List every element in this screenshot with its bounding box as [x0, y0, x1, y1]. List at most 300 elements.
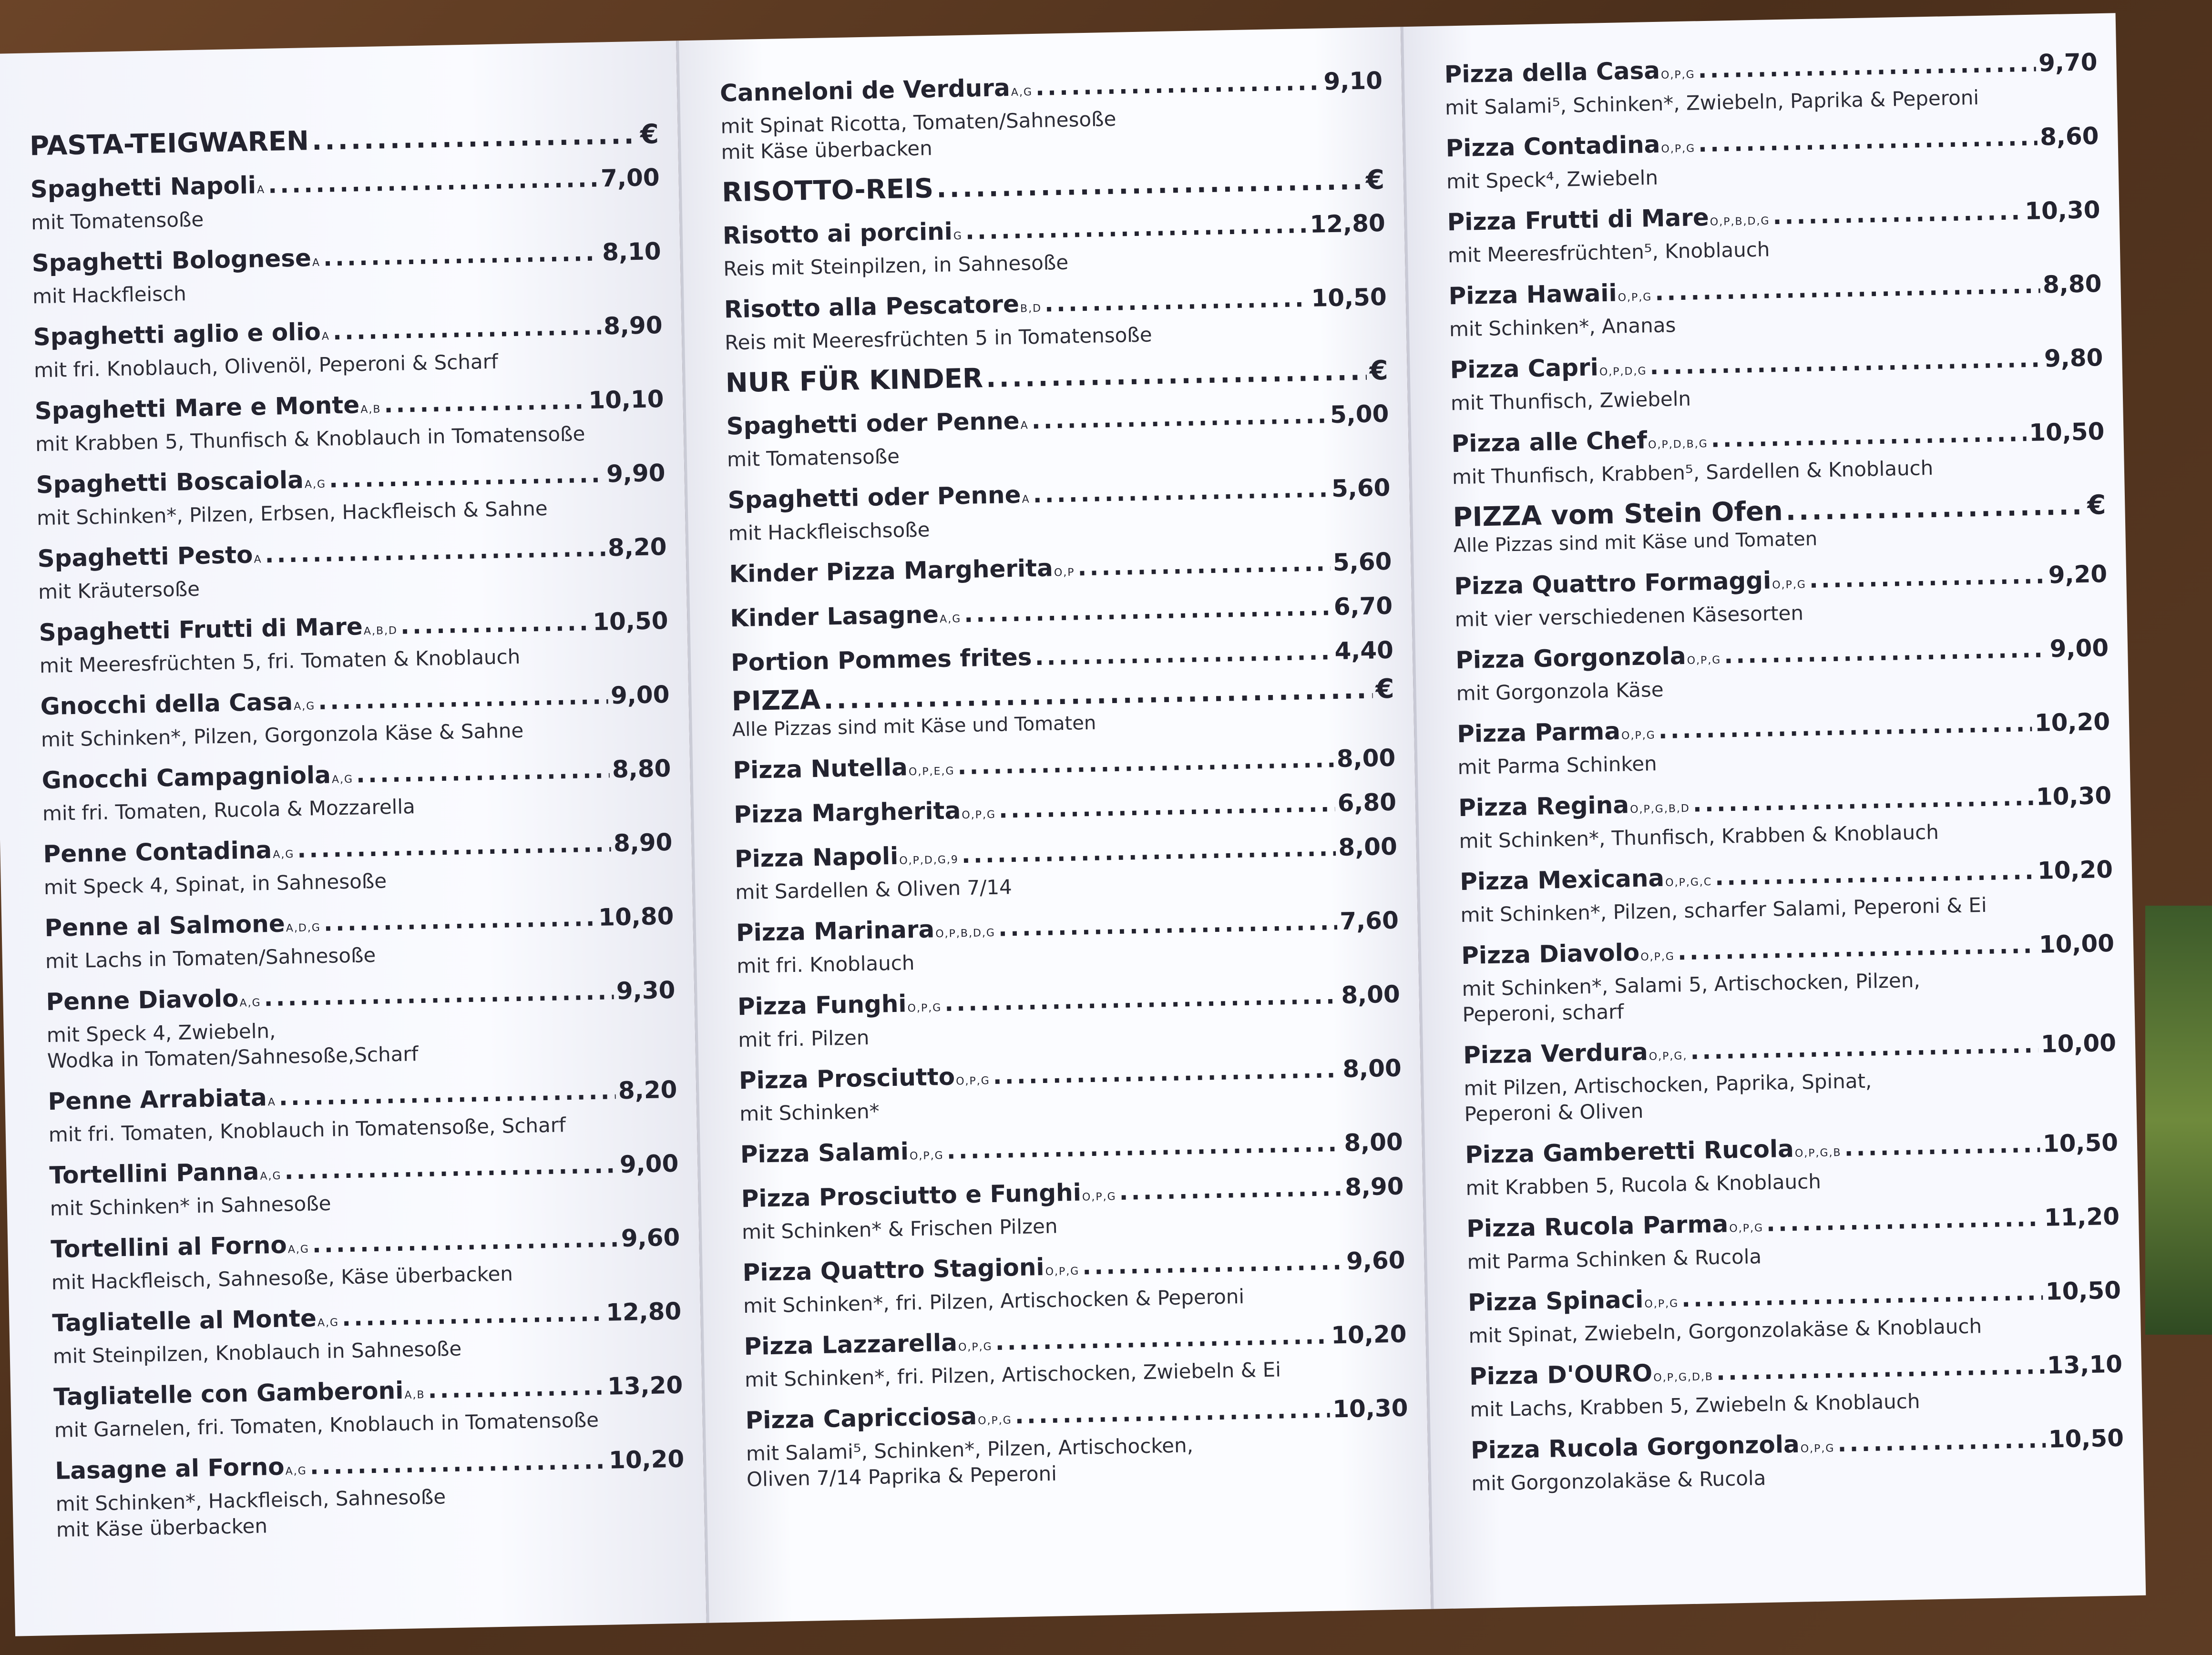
allergen-codes: A: [256, 184, 266, 196]
allergen-codes: O,P,G: [1618, 291, 1652, 304]
menu-item: [39, 605, 669, 679]
dish-name: Pizza Rucola Parma: [1466, 1210, 1729, 1243]
allergen-codes: A,G: [304, 478, 327, 491]
dish-name: Pizza Hawaii: [1448, 279, 1618, 310]
dot-leader: [1698, 48, 2036, 85]
dish-name: Spaghetti oder Penne: [726, 407, 1020, 440]
dish-description: mit Schinken*, Hackfleisch, Sahnesoße: [55, 1485, 446, 1516]
dish-name: Spaghetti Bolognese: [31, 244, 312, 277]
allergen-codes: O,P,G,: [1649, 1050, 1688, 1063]
dot-leader: [998, 788, 1335, 825]
dish-description: mit Schinken*, Pilzen, Gorgonzola Käse & Sahne: [41, 718, 524, 752]
allergen-codes: O,P,G: [1800, 1442, 1835, 1455]
allergen-codes: A: [267, 1096, 276, 1109]
dish-price: 12,80: [1310, 209, 1386, 238]
dish-price: 10,80: [598, 902, 674, 931]
canneloni-item: [720, 65, 1384, 165]
menu-item: [1447, 194, 2101, 268]
dish-price: 10,50: [592, 606, 668, 636]
dish-name: Pizza Rucola Gorgonzola: [1470, 1430, 1800, 1464]
dish-name: Pizza Nutella: [732, 753, 908, 785]
dish-description: mit Pilzen, Artischocken, Paprika, Spinat,: [1464, 1069, 1872, 1101]
dot-leader: [284, 1149, 617, 1186]
dot-leader: [328, 459, 604, 494]
dish-name: Tortellini Panna: [49, 1157, 259, 1190]
dish-description: mit Speck 4, Zwiebeln,: [46, 1019, 276, 1047]
dish-name: Kinder Lasagne: [729, 601, 939, 633]
dish-name: Tortellini al Forno: [50, 1231, 287, 1264]
menu-item: [1468, 1275, 2122, 1349]
dish-description: mit Schinken*, Pilzen, scharfer Salami, Peperoni & Ei: [1460, 893, 1987, 927]
allergen-codes: A,G: [239, 997, 261, 1010]
dish-price: 13,20: [607, 1371, 683, 1400]
dish-description: mit Salami⁵, Schinken*, Zwiebeln, Paprika & Peperoni: [1444, 85, 1979, 120]
menu-item: [51, 1222, 681, 1296]
dish-price: 5,60: [1331, 473, 1391, 503]
panel-pasta: [0, 41, 707, 1636]
dish-name: Tagliatelle con Gamberoni: [53, 1376, 404, 1411]
allergen-codes: A,G: [287, 1243, 310, 1256]
dish-price: 10,30: [2024, 196, 2101, 225]
dish-price: 9,00: [619, 1149, 679, 1179]
dot-leader: [1044, 283, 1309, 319]
dish-name: Pizza Verdura: [1463, 1038, 1649, 1070]
dot-leader: [311, 120, 637, 156]
panel-pizza-right: [1401, 13, 2146, 1609]
menu-item: [37, 531, 667, 605]
dish-price: 9,60: [621, 1223, 680, 1253]
menu-item: [720, 65, 1384, 165]
dish-name: Risotto ai porcini: [722, 217, 953, 250]
dot-leader: [1681, 1277, 2043, 1314]
dish-name: Pizza Frutti di Mare: [1447, 203, 1710, 236]
dish-description: mit Hackfleisch: [32, 282, 187, 308]
dish-name: Pizza Contadina: [1445, 130, 1660, 163]
allergen-codes: B,D: [1020, 302, 1042, 315]
dot-leader: [323, 902, 596, 938]
section-title: RISOTTO-REIS: [721, 173, 934, 208]
pasta-list: [30, 162, 686, 1543]
menu-item: [734, 831, 1398, 906]
dish-name: Spaghetti Pesto: [37, 541, 253, 573]
menu-item: [1465, 1127, 2119, 1201]
dish-price: 10,50: [2045, 1276, 2121, 1306]
dish-name: Spaghetti Boscaiola: [36, 466, 304, 499]
allergen-codes: O,P,G,C: [1665, 876, 1712, 889]
dish-description: mit Gorgonzolakäse & Rucola: [1471, 1466, 1766, 1495]
dot-leader: [1033, 473, 1329, 510]
dot-leader: [946, 1128, 1342, 1166]
menu-item: [722, 208, 1386, 282]
allergen-codes: A,B: [360, 403, 381, 416]
dish-description: mit Schinken* in Sahnesoße: [50, 1191, 331, 1221]
dot-leader: [356, 754, 609, 789]
dot-leader: [323, 237, 600, 273]
allergen-codes: G: [953, 230, 963, 243]
menu-item: [1451, 416, 2105, 490]
dot-leader: [1031, 399, 1328, 436]
dot-leader: [1724, 633, 2048, 670]
plant-background: [2145, 906, 2212, 1335]
dish-name: Spaghetti Frutti di Mare: [39, 613, 363, 647]
dish-name: Pizza Prosciutto: [738, 1062, 955, 1095]
menu-item: [1455, 633, 2110, 706]
dish-description: mit Meeresfrüchten 5, fri. Tomaten & Knoblauch: [39, 644, 521, 678]
menu-item: [729, 546, 1392, 595]
dish-name: Tagliatelle al Monte: [51, 1304, 317, 1337]
menu-item-line: [731, 635, 1394, 678]
menu-item: [1458, 780, 2112, 854]
dish-name: Pizza Diavolo: [1461, 938, 1640, 970]
dish-name: Gnocchi Campagniola: [41, 761, 331, 795]
menu-item: [48, 1074, 678, 1148]
section-risotto: [722, 165, 1385, 208]
dish-price: 8,20: [607, 532, 667, 562]
dish-name: Pizza Capri: [1450, 353, 1599, 384]
dish-name: Pizza Funghi: [737, 990, 907, 1021]
dish-description: mit Schinken*, Salami 5, Artischocken, Pilzen,: [1462, 968, 1921, 1001]
dish-description: mit fri. Tomaten, Rucola & Mozzarella: [42, 795, 416, 826]
allergen-codes: O,P,G: [977, 1414, 1013, 1427]
dish-description: mit Gorgonzola Käse: [1456, 677, 1664, 705]
dot-leader: [312, 1223, 618, 1259]
dish-price: 8,90: [1344, 1172, 1404, 1201]
menu-item: [36, 458, 666, 531]
dot-leader: [957, 744, 1334, 781]
dish-price: 10,20: [2037, 855, 2113, 885]
menu-item: [726, 398, 1390, 473]
dish-description: mit Krabben 5, Thunfisch & Knoblauch in Tomatensoße: [35, 422, 585, 456]
allergen-codes: O,P,G,D,B: [1653, 1371, 1714, 1384]
allergen-codes: O,P,D,G: [1599, 365, 1647, 378]
section-title: NUR FÜR KINDER: [725, 363, 983, 399]
dot-leader: [1655, 270, 2040, 308]
dish-name: Pizza Prosciutto e Funghi: [741, 1178, 1082, 1213]
menu-item: [734, 787, 1397, 836]
dish-price: 5,00: [1330, 399, 1389, 429]
section-title: PIZZA vom Stein Ofen: [1452, 495, 1783, 533]
dot-leader: [267, 163, 598, 200]
dish-name: Spaghetti Mare e Monte: [34, 391, 360, 425]
dish-price: 8,10: [602, 237, 662, 266]
dot-leader: [1844, 1129, 2040, 1163]
dish-description: mit Schinken*: [739, 1099, 880, 1126]
menu-item-line: [740, 1127, 1403, 1175]
allergen-codes: O,P,E,G: [908, 765, 955, 778]
menu-item: [745, 1392, 1409, 1492]
dish-price: 9,30: [616, 976, 676, 1005]
allergen-codes: O,P,G: [1621, 729, 1656, 742]
dot-leader: [1649, 344, 2042, 382]
dish-description: Peperoni & Oliven: [1464, 1099, 1644, 1126]
dot-leader: [1014, 1394, 1330, 1431]
dish-name: Penne al Salmone: [44, 909, 286, 942]
dish-description: Wodka in Tomaten/Sahnesoße,Scharf: [47, 1042, 419, 1073]
risotto-list: [722, 208, 1387, 356]
allergen-codes: O,P,G: [1687, 654, 1721, 667]
allergen-codes: A,G: [317, 1317, 339, 1329]
section-pasta: [29, 119, 659, 162]
dot-leader: [265, 532, 605, 570]
allergen-codes: O,P,G: [1082, 1191, 1116, 1204]
section-currency: €: [640, 119, 659, 150]
dish-description: mit Tomatensoße: [31, 207, 204, 235]
dish-price: 8,80: [2042, 270, 2102, 299]
allergen-codes: O,P,G: [1640, 950, 1675, 963]
dot-leader: [317, 680, 608, 716]
dot-leader: [1035, 66, 1321, 102]
menu-item: [1457, 706, 2111, 780]
allergen-codes: O,P,B,D,G: [1710, 215, 1770, 228]
dish-description: mit Steinpilzen, Knoblauch in Sahnesoße: [52, 1337, 462, 1368]
dish-name: Pizza alle Chef: [1451, 426, 1648, 458]
menu-item: [52, 1296, 682, 1369]
allergen-codes: O,P,D,B,G: [1648, 438, 1709, 451]
dot-leader: [963, 592, 1331, 629]
dot-leader: [309, 1445, 606, 1481]
dot-leader: [1692, 782, 2033, 819]
section-currency: €: [1365, 164, 1385, 196]
menu-item: [1445, 121, 2099, 194]
dish-description: mit Käse überbacken: [721, 136, 933, 164]
dish-name: Pizza D'OURO: [1469, 1359, 1653, 1390]
dish-price: 8,90: [603, 311, 663, 340]
allergen-codes: O,P,G: [955, 1075, 991, 1088]
dish-name: Pizza Spinaci: [1467, 1285, 1644, 1317]
dish-description: mit Sardellen & Oliven 7/14: [735, 875, 1013, 904]
dot-leader: [1837, 1424, 2046, 1459]
dish-description: Reis mit Meeresfrüchten 5 in Tomatensoße: [724, 323, 1153, 355]
menu-item: [1454, 559, 2108, 633]
dot-leader: [936, 165, 1363, 204]
menu-item-line: [734, 787, 1397, 836]
dot-leader: [944, 980, 1339, 1018]
section-currency: €: [1375, 673, 1395, 705]
dot-leader: [264, 976, 614, 1013]
dot-leader: [1119, 1172, 1342, 1207]
dish-price: 10,30: [1332, 1394, 1408, 1423]
dish-price: 8,80: [612, 754, 671, 784]
menu-item: [49, 1148, 679, 1222]
menu-item: [44, 901, 675, 974]
menu-item: [1448, 268, 2102, 342]
dish-description: mit Spinat, Zwiebeln, Gorgonzolakäse & Knoblauch: [1468, 1314, 1982, 1348]
dish-price: 8,00: [1341, 980, 1401, 1009]
dish-description: mit Schinken*, fri. Pilzen, Artischocken & Peperoni: [743, 1284, 1245, 1318]
dish-price: 10,20: [608, 1445, 685, 1474]
dish-price: 10,30: [2036, 781, 2112, 811]
dish-name: Spaghetti Napoli: [30, 171, 256, 204]
menu-item: [1469, 1349, 2123, 1423]
dish-price: 8,90: [613, 828, 673, 858]
dish-name: Pizza Parma: [1456, 717, 1621, 748]
dot-leader: [1710, 418, 2027, 454]
dish-description: mit Hackfleisch, Sahnesoße, Käse überbacken: [51, 1262, 513, 1295]
dish-price: 5,60: [1332, 547, 1392, 577]
menu-item: [731, 635, 1394, 678]
dot-leader: [995, 1320, 1329, 1357]
menu-item: [738, 1053, 1402, 1127]
dot-leader: [965, 209, 1307, 246]
dot-leader: [332, 311, 601, 347]
dish-price: 10,50: [2028, 418, 2105, 447]
allergen-codes: A,D,G: [286, 922, 321, 935]
stein-ofen-list: [1454, 559, 2125, 1497]
menu-item: [724, 282, 1387, 356]
dish-name: Pizza Capricciosa: [745, 1402, 977, 1435]
dish-price: 8,20: [618, 1075, 677, 1105]
dot-leader: [1690, 1029, 2038, 1066]
dot-leader: [341, 1297, 603, 1333]
dish-name: Pizza Gamberetti Rucola: [1464, 1134, 1794, 1169]
dish-description: mit Tomatensoße: [727, 444, 900, 471]
menu-item: [744, 1318, 1407, 1393]
dish-name: Spaghetti aglio e olio: [33, 317, 321, 351]
dot-leader: [1034, 636, 1332, 672]
allergen-codes: A,G: [260, 1170, 282, 1183]
dish-name: Pizza Margherita: [733, 797, 961, 829]
allergen-codes: O,P,D,G,9: [899, 854, 959, 867]
allergen-codes: A,G: [939, 613, 962, 625]
dot-leader: [297, 828, 611, 865]
menu-item-line: [730, 591, 1393, 639]
dish-price: 8,00: [1343, 1128, 1403, 1157]
menu-item-line: [729, 546, 1392, 595]
dish-description: mit Lachs, Krabben 5, Zwiebeln & Knoblauch: [1470, 1389, 1920, 1421]
dish-price: 9,20: [2048, 560, 2108, 589]
dish-name: Penne Contadina: [43, 836, 272, 868]
dish-description: mit Thunfisch, Zwiebeln: [1450, 387, 1691, 415]
dot-leader: [1714, 856, 2035, 892]
dish-description: mit Schinken*, Pilzen, Erbsen, Hackfleisch & Sahne: [36, 496, 548, 530]
dish-description: mit Speck⁴, Zwiebeln: [1446, 165, 1659, 194]
pizza-list: [733, 743, 1409, 1492]
dot-leader: [1772, 196, 2022, 231]
menu-item: [31, 236, 662, 309]
dish-description: Reis mit Steinpilzen, in Sahnesoße: [723, 250, 1069, 281]
dish-name: Kinder Pizza Margherita: [729, 554, 1054, 588]
allergen-codes: O,P,G: [907, 1002, 942, 1015]
dish-description: mit Meeresfrüchten⁵, Knoblauch: [1447, 237, 1770, 267]
dish-description: mit Kräutersoße: [38, 577, 200, 604]
section-subtitle: Alle Pizzas sind mit Käse und Tomaten: [732, 712, 1096, 741]
menu-item: [53, 1370, 684, 1443]
dish-name: Pizza della Casa: [1444, 56, 1660, 89]
allergen-codes: O,P: [1054, 566, 1075, 579]
dish-price: 7,00: [600, 163, 660, 193]
menu-item: [1444, 47, 2098, 121]
dish-price: 10,50: [2042, 1128, 2119, 1158]
allergen-codes: O,P,G: [1660, 69, 1695, 82]
dot-leader: [400, 607, 590, 641]
allergen-codes: A: [321, 330, 330, 343]
menu-item: [33, 310, 663, 383]
dish-price: 10,00: [2040, 1029, 2117, 1058]
section-title: PIZZA: [731, 684, 821, 717]
menu-item: [40, 679, 670, 753]
allergen-codes: A: [254, 553, 262, 566]
menu-leaflet: [0, 13, 2146, 1645]
dish-name: Pizza Gorgonzola: [1455, 642, 1687, 674]
dish-name: Penne Arrabiata: [48, 1083, 267, 1116]
menu-item-line: [733, 743, 1396, 791]
dish-price: 9,60: [1346, 1246, 1406, 1275]
dish-description: mit Garnelen, fri. Tomaten, Knoblauch in Tomatensoße: [54, 1408, 599, 1442]
dish-name: Gnocchi della Casa: [40, 688, 293, 721]
dish-price: 10,00: [2038, 929, 2115, 959]
dish-price: 6,70: [1333, 592, 1393, 621]
allergen-codes: O,P,G: [1644, 1297, 1679, 1310]
dish-name: Canneloni de Verdura: [719, 73, 1011, 107]
menu-item: [727, 472, 1391, 547]
menu-item: [1460, 854, 2114, 928]
dot-leader: [1658, 708, 2032, 746]
dish-description: Oliven 7/14 Paprika & Peperoni: [746, 1461, 1057, 1492]
allergen-codes: A,G: [285, 1465, 307, 1478]
dish-name: Lasagne al Forno: [54, 1452, 285, 1485]
dish-name: Pizza Salami: [740, 1137, 909, 1169]
menu-item: [1471, 1423, 2125, 1497]
dish-description: mit Krabben 5, Rucola & Knoblauch: [1465, 1169, 1822, 1200]
dish-price: 10,20: [2034, 707, 2110, 737]
dish-description: mit Parma Schinken: [1457, 752, 1658, 779]
menu-item: [1461, 928, 2116, 1028]
section-stein-ofen: [1453, 490, 2107, 559]
dot-leader: [961, 832, 1336, 870]
dot-leader: [1698, 122, 2037, 159]
allergen-codes: O,P,G: [909, 1150, 944, 1163]
allergen-codes: A: [1022, 493, 1030, 506]
dish-price: 12,80: [605, 1297, 682, 1327]
dish-description: mit fri. Knoblauch, Olivenöl, Peperoni & Scharf: [33, 349, 499, 382]
dot-leader: [278, 1075, 616, 1113]
dish-price: 10,20: [1331, 1320, 1407, 1349]
dish-price: 8,00: [1342, 1054, 1402, 1083]
panel-middle: [676, 27, 1431, 1623]
dot-leader: [993, 1054, 1340, 1091]
dish-name: Pizza Quattro Stagioni: [742, 1253, 1045, 1287]
allergen-codes: A: [1020, 419, 1029, 432]
allergen-codes: O,P,G,B,D: [1629, 802, 1690, 816]
dish-name: Penne Diavolo: [46, 984, 239, 1016]
dish-description: mit Schinken*, Thunfisch, Krabben & Knoblauch: [1459, 820, 1939, 853]
dish-name: Pizza Marinara: [736, 915, 935, 947]
menu-item: [742, 1245, 1406, 1319]
dot-leader: [1677, 930, 2036, 967]
dish-description: mit Spinat Ricotta, Tomaten/Sahnesoße: [720, 107, 1116, 138]
dot-leader: [1809, 560, 2046, 595]
allergen-codes: O,P,G: [1661, 143, 1696, 155]
dot-leader: [985, 356, 1367, 394]
dot-leader: [998, 906, 1337, 943]
allergen-codes: A,B: [404, 1389, 425, 1401]
allergen-codes: O,P,G,B: [1794, 1146, 1842, 1160]
dish-price: 6,80: [1337, 788, 1397, 817]
section-currency: €: [1369, 355, 1389, 387]
dish-price: 8,00: [1338, 832, 1398, 862]
dot-leader: [428, 1371, 605, 1405]
allergen-codes: O,P,G: [1729, 1222, 1764, 1235]
dish-description: mit vier verschiedenen Käsesorten: [1454, 601, 1804, 632]
section-kinder: [725, 356, 1388, 399]
dish-name: Pizza Napoli: [734, 842, 899, 873]
allergen-codes: A,G: [1011, 86, 1033, 99]
allergen-codes: O,P,G: [958, 1341, 993, 1354]
dish-price: 10,50: [2048, 1424, 2124, 1453]
allergen-codes: O,P,G: [962, 808, 996, 822]
section-title: PASTA-TEIGWAREN: [29, 125, 309, 162]
section-currency: €: [2087, 489, 2106, 521]
